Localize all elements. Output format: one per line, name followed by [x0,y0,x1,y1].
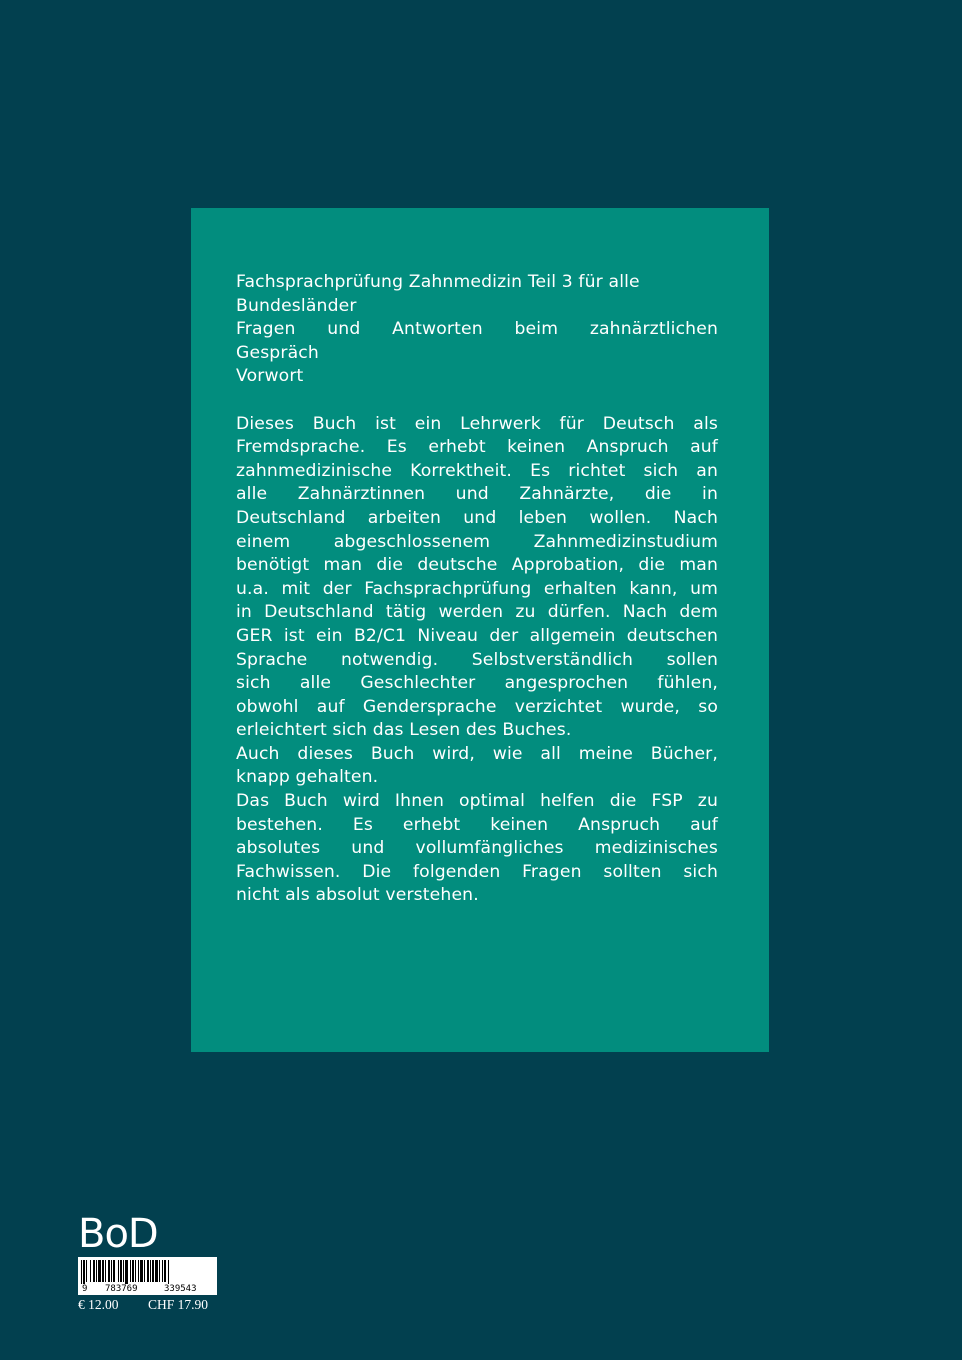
price-eur: € 12.00 [78,1297,119,1312]
barcode-bar [96,1260,97,1282]
publisher-block [78,1211,238,1312]
body-line: Sprache notwendig. Selbstverständlich sollen [236,649,718,670]
barcode-bar [118,1260,119,1282]
barcode-bar [111,1260,112,1282]
isbn-group-1: 783769 [105,1284,138,1294]
title-line-1: Fachsprachprüfung Zahnmedizin Teil 3 für alle [236,272,640,292]
body-line: obwohl auf Gendersprache verzichtet wurde, so [236,696,718,717]
title-line-2: Bundesländer [236,295,357,316]
barcode-bar [123,1260,124,1282]
isbn-barcode [78,1257,217,1295]
body-line: alle Zahnärztinnen und Zahnärzte, die in [236,484,718,505]
barcode-bar [120,1260,122,1282]
bod-logo: BoD [78,1211,158,1257]
barcode-bar [83,1260,85,1284]
body-line: in Deutschland tätig werden zu dürfen. Nach dem [236,602,718,623]
body-line: nicht als absolut verstehen. [236,885,479,906]
section-heading-vorwort: Vorwort [236,366,304,387]
body-line: sich alle Geschlechter angesprochen fühlen, [236,673,718,694]
barcode-bar [130,1260,131,1282]
barcode-bar [93,1260,95,1282]
barcode-bar [168,1260,169,1284]
body-line: Fachwissen. Die folgenden Fragen sollten sich [236,861,718,882]
barcode-bar [108,1260,110,1282]
barcode-bar [164,1260,166,1282]
barcode-bar [102,1260,104,1282]
body-line: Das Buch wird Ihnen optimal helfen die FSP zu [236,791,718,812]
cover-text [236,271,718,908]
barcode-bar [98,1260,101,1282]
body-line: absolutes und vollumfängliches medizinisches [236,838,718,859]
body-line: Auch dieses Buch wird, wie all meine Bücher, [236,743,718,764]
barcode-bar [132,1260,134,1282]
barcode-bar [113,1260,115,1282]
body-line: bestehen. Es erhebt keinen Anspruch auf [236,814,718,835]
barcode-bar [105,1260,106,1282]
barcode-bar [81,1260,82,1284]
barcode-bar [159,1260,160,1282]
price-chf: CHF 17.90 [148,1297,209,1312]
barcode-bar [155,1260,158,1282]
barcode-bar [135,1260,136,1282]
paragraph-spacer [236,389,718,413]
barcode-bar [147,1260,149,1282]
description-panel [191,208,769,1052]
barcode-bar [150,1260,151,1282]
body-line: zahnmedizinische Korrektheit. Es richtet sich an [236,460,718,481]
body-line: erleichtert sich das Lesen des Buches. [236,720,572,741]
body-line: benötigt man die deutsche Approbation, die man [236,555,718,576]
isbn-group-2: 339543 [164,1284,197,1294]
barcode-bar [138,1260,139,1282]
body-line: u.a. mit der Fachsprachprüfung erhalten kann, um [236,578,718,599]
body-line: Dieses Buch ist ein Lehrwerk für Deutsch als [236,413,718,434]
body-line: Fremdsprache. Es erhebt keinen Anspruch auf [236,437,718,458]
isbn-number [78,1283,217,1295]
barcode-bar [86,1260,87,1282]
isbn-first-digit: 9 [82,1284,88,1294]
body-line: knapp gehalten. [236,767,379,788]
barcode-icon [78,1257,217,1284]
barcode-bar [144,1260,145,1282]
barcode-bar [125,1260,128,1284]
title-line-4: Gespräch [236,342,319,363]
barcode-bar [90,1260,91,1282]
barcode-bar [162,1260,163,1282]
barcode-bar [152,1260,154,1282]
body-line: GER ist ein B2/C1 Niveau der allgemein deutschen [236,625,718,646]
barcode-bar [140,1260,143,1282]
body-line: Deutschland arbeiten und leben wollen. Nach [236,507,718,528]
title-line-3: Fragen und Antworten beim zahnärztlichen [236,319,718,340]
body-line: einem abgeschlossenem Zahnmedizinstudium [236,531,718,552]
